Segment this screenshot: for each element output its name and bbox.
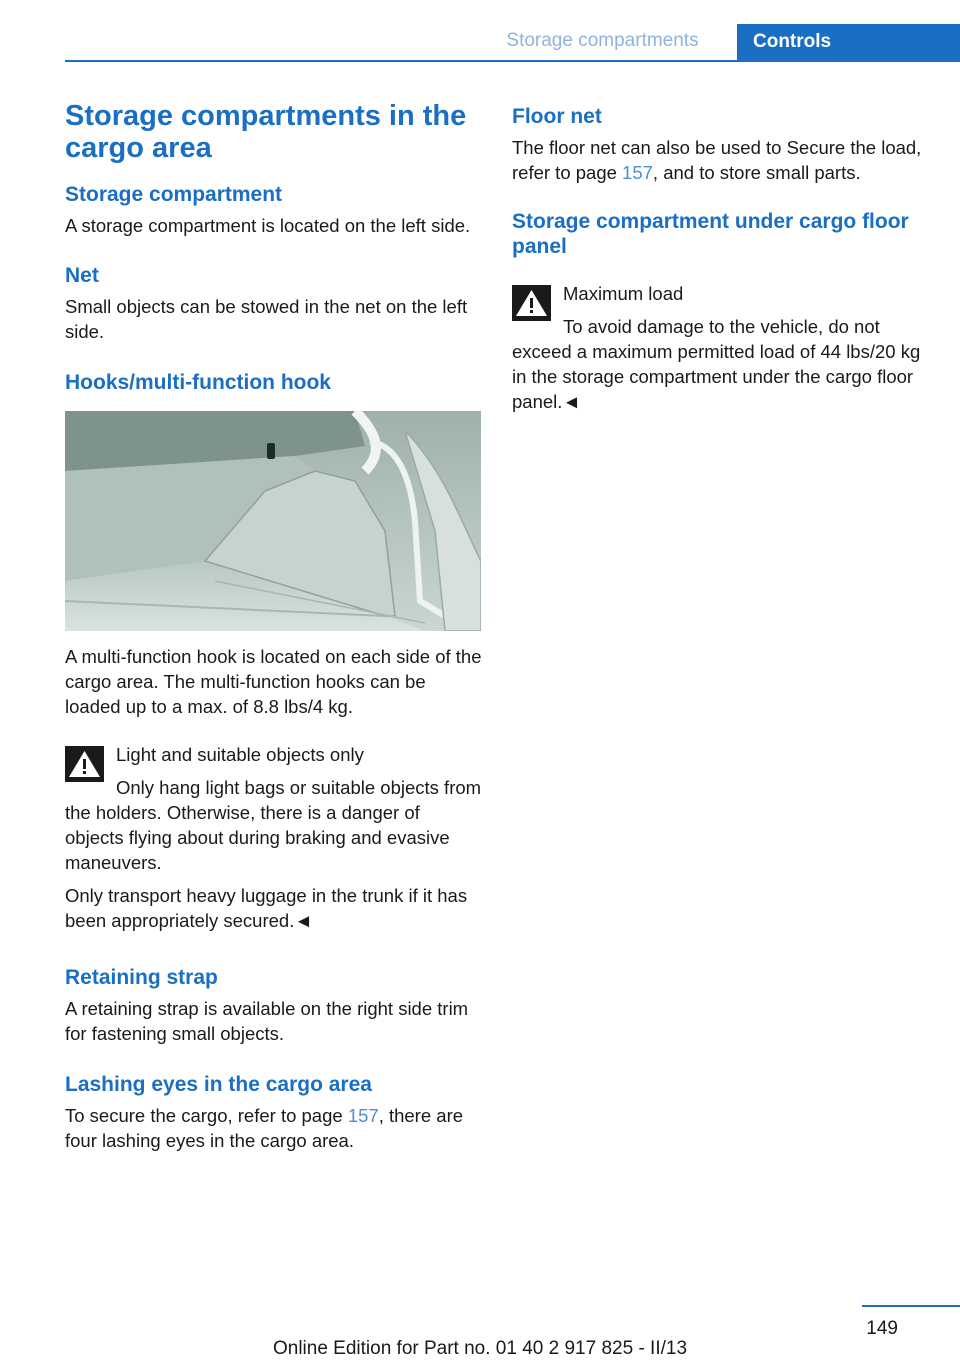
- page-title: Storage compartments in the cargo area: [65, 100, 467, 164]
- lashing-eyes-text: [65, 1103, 483, 1153]
- left-column: [65, 100, 483, 1153]
- lashing-eyes-text-start: To secure the cargo, refer to page: [65, 1105, 348, 1126]
- warning-triangle-icon: [65, 746, 104, 782]
- floor-net-text-start: The floor net can also be used to Secure the load, refer to page: [512, 137, 922, 183]
- page-157-link[interactable]: 157: [622, 162, 653, 183]
- under-floor-compartment-heading: Storage compartment under cargo floor panel: [512, 210, 909, 258]
- page-number: 149: [866, 1318, 898, 1339]
- retaining-strap-heading: Retaining strap: [65, 966, 218, 989]
- net-heading: Net: [65, 264, 99, 287]
- footer-rule: [862, 1305, 960, 1307]
- header-rule: [65, 60, 960, 62]
- right-column: [512, 104, 930, 414]
- header-section-title: Storage compartments: [506, 30, 699, 51]
- warning-triangle-icon: [512, 285, 551, 321]
- warning-maximum-load: [512, 281, 930, 414]
- warning-light-objects-body: Only hang light bags or suitable objects from the holders. Otherwise, there is a danger of objects flying about during braking and evasive maneuvers.: [65, 777, 482, 873]
- floor-net-text-end: , and to store small parts.: [652, 162, 861, 183]
- floor-net-heading: Floor net: [512, 105, 602, 128]
- warning-light-objects-body-2: Only transport heavy luggage in the trunk if it has been appropriately secured.◄: [65, 885, 468, 931]
- warning-maximum-load-title: Maximum load: [563, 283, 684, 304]
- storage-compartment-text: A storage compartment is located on the left side.: [65, 215, 471, 236]
- retaining-strap-text: A retaining strap is available on the right side trim for fastening small objects.: [65, 998, 469, 1044]
- header-chapter-tab[interactable]: Controls: [737, 24, 960, 61]
- warning-light-objects: [65, 742, 483, 933]
- hooks-heading: Hooks/multi-function hook: [65, 371, 331, 394]
- warning-maximum-load-body: To avoid damage to the vehicle, do not exceed a maximum permitted load of 44 lbs/20 kg in the storage compartment under the cargo floor panel.◄: [512, 316, 921, 412]
- warning-light-objects-title: Light and suitable objects only: [116, 744, 364, 765]
- cargo-area-figure: [65, 411, 481, 631]
- lashing-eyes-text-end: , there are four lashing eyes in the cargo area.: [65, 1105, 464, 1151]
- lashing-eyes-heading: Lashing eyes in the cargo area: [65, 1073, 372, 1096]
- storage-compartment-heading: Storage compartment: [65, 183, 283, 206]
- net-text: Small objects can be stowed in the net on the left side.: [65, 296, 468, 342]
- hooks-text: A multi-function hook is located on each side of the cargo area. The multi-function hooks can be loaded up to a max. of 8.8 lbs/4 kg.: [65, 646, 482, 717]
- page-157-link[interactable]: 157: [347, 1105, 379, 1126]
- edition-footer: Online Edition for Part no. 01 40 2 917 825 - II/13: [272, 1338, 688, 1359]
- floor-net-text: [512, 135, 930, 185]
